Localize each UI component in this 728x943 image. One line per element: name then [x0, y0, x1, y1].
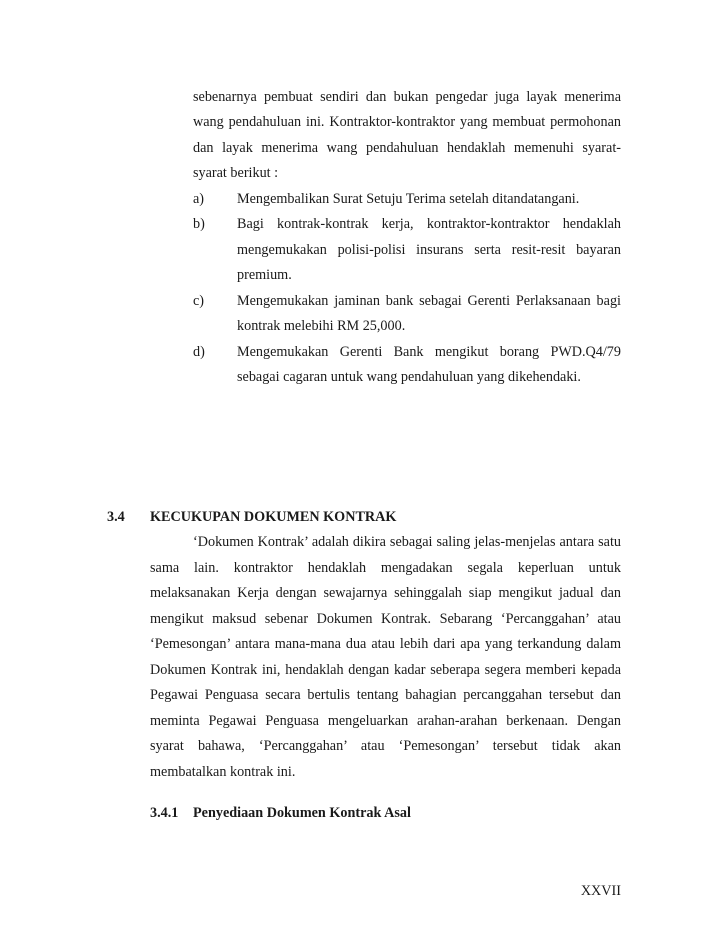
list-item-d-line-2: sebagai cagaran untuk wang pendahuluan yang dikehendaki.: [237, 369, 581, 385]
section-line-9: syarat bahawa, ‘Percanggahan’ atau ‘Pemesongan’ tersebut tidak akan: [150, 738, 621, 754]
intro-line-1: sebenarnya pembuat sendiri dan bukan pengedar juga layak menerima: [193, 89, 621, 105]
subsection-title: Penyediaan Dokumen Kontrak Asal: [193, 805, 411, 821]
list-item-b-line-2: mengemukakan polisi-polisi insurans serta resit-resit bayaran: [237, 242, 621, 258]
list-item-a-line-1: Mengembalikan Surat Setuju Terima setelah ditandatangani.: [237, 191, 580, 207]
list-item-label-d: d): [193, 344, 205, 360]
intro-line-4: syarat berikut :: [193, 165, 279, 181]
list-item-c-line-2: kontrak melebihi RM 25,000.: [237, 318, 406, 334]
list-item-label-b: b): [193, 216, 205, 232]
section-line-1: ‘Dokumen Kontrak’ adalah dikira sebagai saling jelas-menjelas antara satu: [193, 534, 621, 550]
intro-line-2: wang pendahuluan ini. Kontraktor-kontraktor yang membuat permohonan: [193, 114, 621, 130]
section-line-10: membatalkan kontrak ini.: [150, 764, 296, 780]
section-line-7: Pegawai Penguasa secara bertulis tentang bahagian percanggahan tersebut dan: [150, 687, 621, 703]
section-line-5: ‘Pemesongan’ antara mana-mana dua atau lebih dari apa yang terkandung dalam: [150, 636, 621, 652]
intro-line-3: dan layak menerima wang pendahuluan hendaklah memenuhi syarat-: [193, 140, 621, 156]
list-item-d-line-1: Mengemukakan Gerenti Bank mengikut borang PWD.Q4/79: [237, 344, 621, 360]
section-line-2: sama lain. kontraktor hendaklah mengadakan segala keperluan untuk: [150, 560, 621, 576]
section-line-3: melaksanakan Kerja dengan sewajarnya sehinggalah siap mengikut jadual dan: [150, 585, 621, 601]
section-line-8: meminta Pegawai Penguasa mengeluarkan arahan-arahan berkenaan. Dengan: [150, 713, 621, 729]
list-item-b-line-3: premium.: [237, 267, 292, 283]
section-line-6: Dokumen Kontrak ini, hendaklah dengan kadar seberapa segera memberi kepada: [150, 662, 621, 678]
page-number: XXVII: [580, 883, 621, 899]
list-item-c-line-1: Mengemukakan jaminan bank sebagai Gerenti Perlaksanaan bagi: [237, 293, 621, 309]
section-title: KECUKUPAN DOKUMEN KONTRAK: [150, 509, 397, 525]
list-item-label-c: c): [193, 293, 205, 309]
list-item-b-line-1: Bagi kontrak-kontrak kerja, kontraktor-kontraktor hendaklah: [237, 216, 621, 232]
section-line-4: mengikut maksud sebenar Dokumen Kontrak. Sebarang ‘Percanggahan’ atau: [150, 611, 621, 627]
section-number: 3.4: [107, 509, 125, 525]
list-item-label-a: a): [193, 191, 205, 207]
subsection-number: 3.4.1: [150, 805, 179, 821]
